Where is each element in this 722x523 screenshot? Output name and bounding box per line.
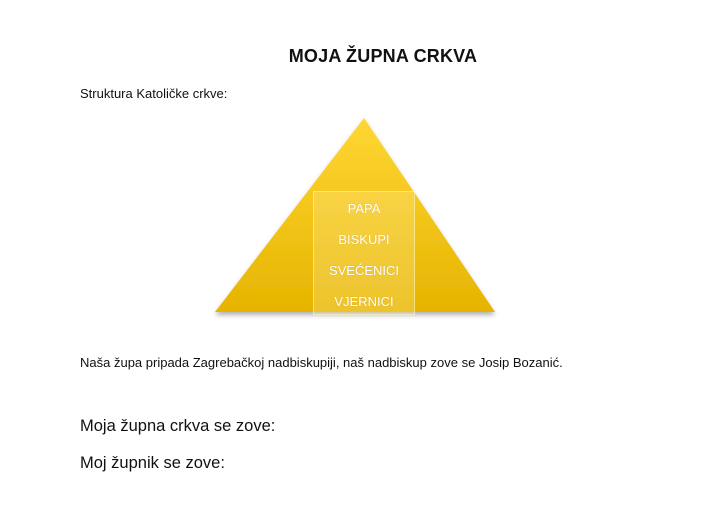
pyramid-level-svecenici: SVEĆENICI	[328, 263, 400, 278]
pyramid-level-papa: PAPA	[347, 201, 381, 216]
section-subtitle: Struktura Katoličke crkve:	[80, 86, 228, 101]
hierarchy-pyramid	[212, 116, 502, 320]
parish-paragraph: Naša župa pripada Zagrebačkoj nadbiskupiji, naš nadbiskup zove se Josip Bozanić.	[80, 355, 563, 370]
priest-name-prompt: Moj župnik se zove:	[80, 454, 225, 472]
page-title: MOJA ŽUPNA CRKVA	[288, 46, 478, 66]
pyramid-levels	[313, 191, 415, 315]
church-name-prompt: Moja župna crkva se zove:	[80, 417, 276, 435]
pyramid-level-vjernici: VJERNICI	[334, 294, 394, 309]
pyramid-level-biskupi: BISKUPI	[338, 232, 390, 247]
